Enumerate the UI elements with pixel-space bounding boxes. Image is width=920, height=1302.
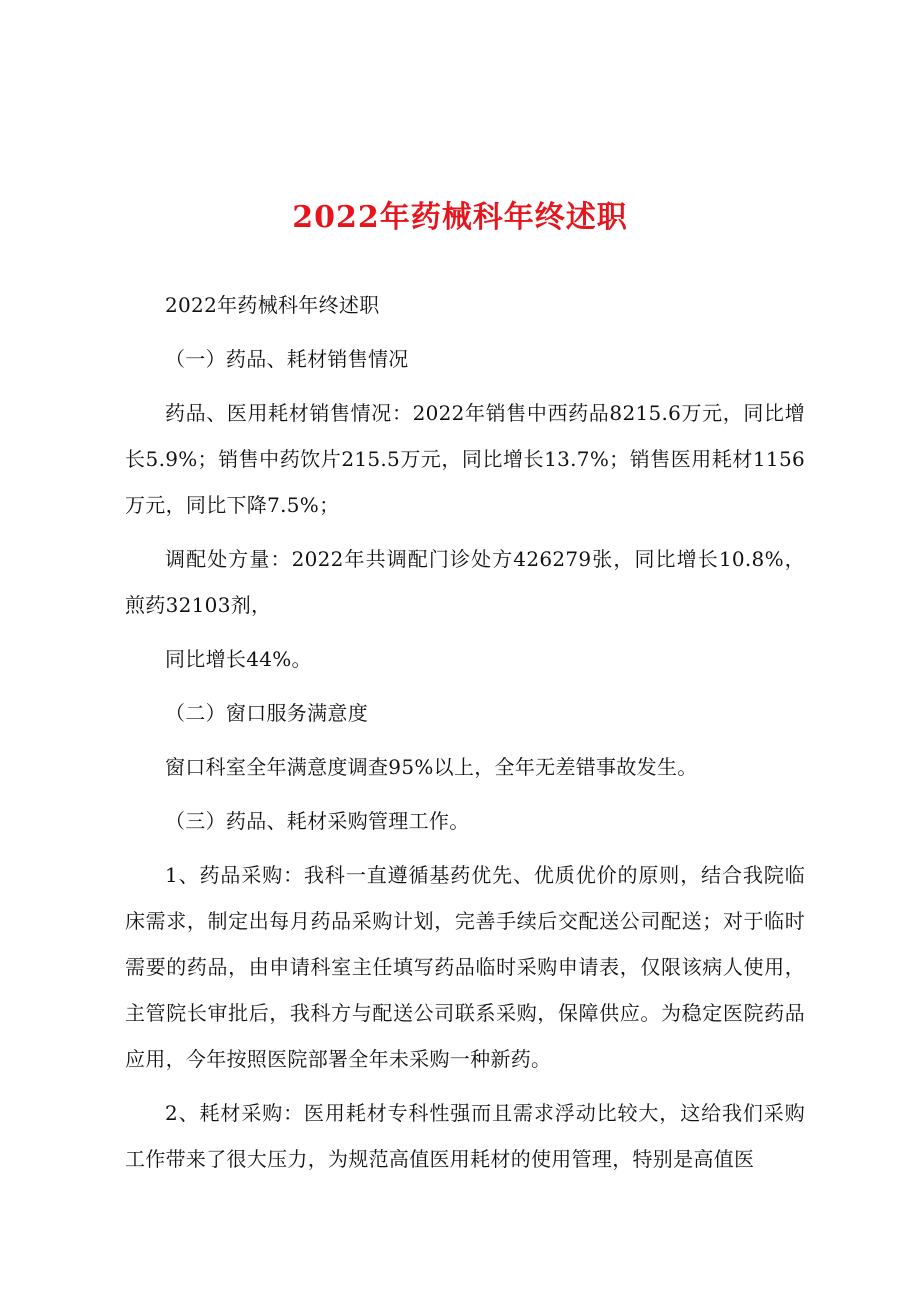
paragraph-satisfaction: 窗口科室全年满意度调查95%以上，全年无差错事故发生。 — [165, 755, 698, 779]
section-heading-sales: （一）药品、耗材销售情况 — [165, 347, 409, 371]
paragraph-prescriptions: 调配处方量：2022年共调配门诊处方426279张，同比增长10.8%，煎药32103剂， — [125, 547, 805, 617]
paragraph-heading: 2022年药械科年终述职 — [165, 293, 380, 317]
section-heading-satisfaction: （二）窗口服务满意度 — [165, 701, 368, 725]
paragraph-drug-procurement: 1、药品采购：我科一直遵循基药优先、优质优价的原则，结合我院临床需求，制定出每月药品采购计划，完善手续后交配送公司配送；对于临时需要的药品，由申请科室主任填写药品临时采购申请表，仅限该病人使用，主管院长审批后，我科方与配送公司联系采购，保障供应。为稳定医院药品应用，今年按照医院部署全年未采购一种新药。 — [125, 863, 805, 1071]
paragraph-consumable-procurement: 2、耗材采购：医用耗材专科性强而且需求浮动比较大，这给我们采购工作带来了很大压力，为规范高值医用耗材的使用管理，特别是高值医 — [125, 1101, 805, 1171]
section-heading-procurement: （三）药品、耗材采购管理工作。 — [165, 809, 470, 833]
paragraph-growth: 同比增长44%。 — [165, 647, 312, 671]
document-body — [125, 282, 805, 1190]
paragraph-sales: 药品、医用耗材销售情况：2022年销售中西药品8215.6万元，同比增长5.9%；销售中药饮片215.5万元，同比增长13.7%；销售医用耗材1156万元，同比下降7.5%； — [125, 401, 805, 517]
document-title: 2022年药械科年终述职 — [292, 200, 628, 235]
